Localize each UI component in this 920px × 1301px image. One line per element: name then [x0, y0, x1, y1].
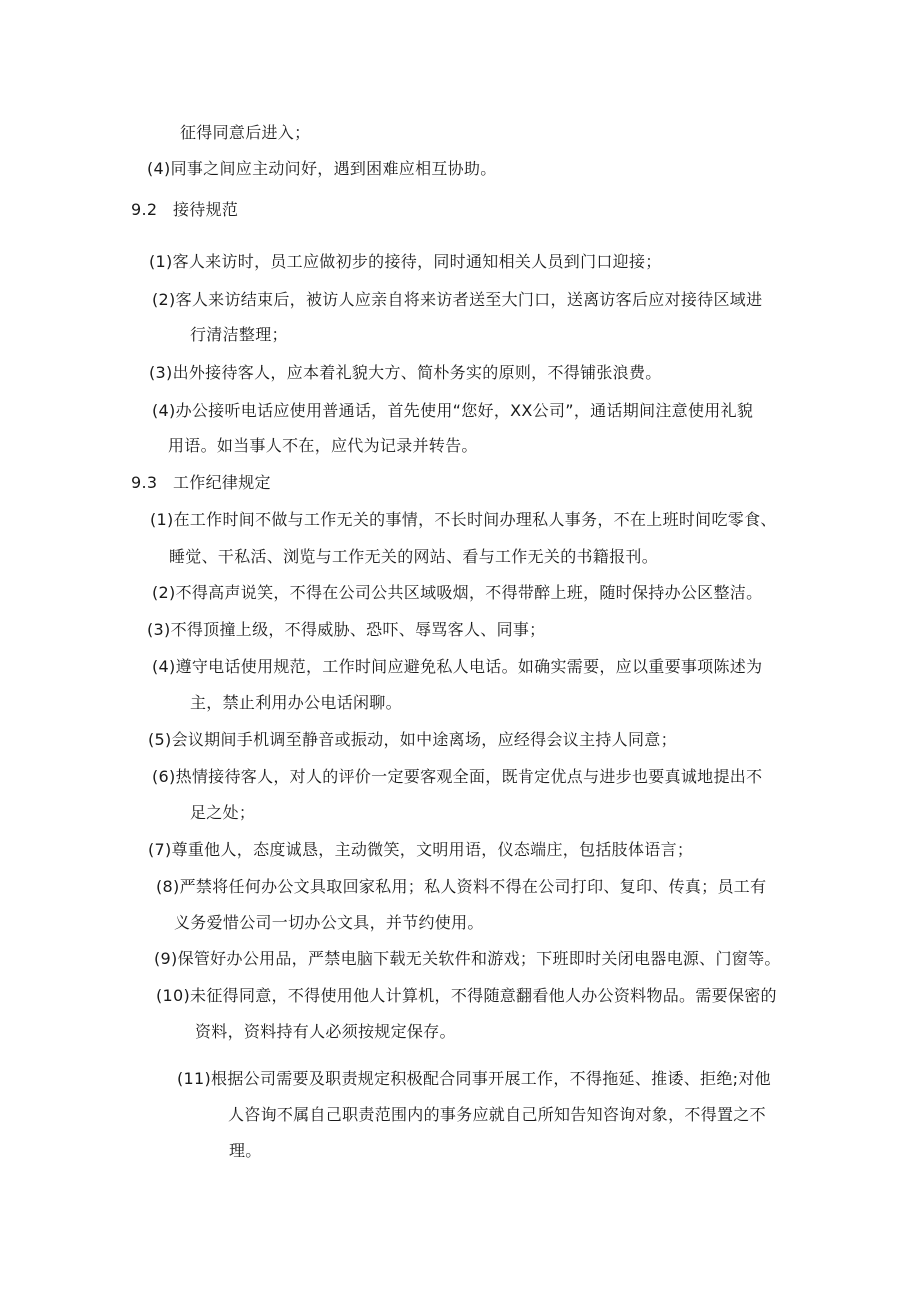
- list-item: (8)严禁将任何办公文具取回家私用；私人资料不得在公司打印、复印、传真；员工有: [156, 877, 767, 896]
- text-line: 行清洁整理；: [190, 325, 288, 344]
- list-item: (7)尊重他人，态度诚恳，主动微笑，文明用语，仪态端庄，包括肢体语言；: [148, 840, 694, 859]
- list-item: (3)不得顶撞上级，不得威胁、恐吓、辱骂客人、同事；: [147, 620, 546, 639]
- list-item: (4)同事之间应主动问好，遇到困难应相互协助。: [147, 159, 497, 178]
- text-line: 理。: [229, 1141, 262, 1160]
- list-item: (5)会议期间手机调至静音或振动，如中途离场，应经得会议主持人同意；: [148, 730, 677, 749]
- section-heading: [131, 472, 271, 494]
- section-number: 9.3: [131, 473, 158, 492]
- text-line: 资料，资料持有人必须按规定保存。: [195, 1022, 456, 1041]
- list-item: (4)办公接听电话应使用普通话，首先使用“您好，XX公司”，通话期间注意使用礼貌: [152, 401, 754, 420]
- text-line: 征得同意后进入；: [180, 123, 311, 142]
- text-line: 人咨询不属自己职责范围内的事务应就自己所知告知咨询对象，不得置之不: [228, 1105, 766, 1124]
- list-item: (1)在工作时间不做与工作无关的事情，不长时间办理私人事务，不在上班时间吃零食、: [150, 510, 777, 529]
- list-item: (3)出外接待客人，应本着礼貌大方、简朴务实的原则，不得铺张浪费。: [149, 363, 662, 382]
- list-item: (4)遵守电话使用规范，工作时间应避免私人电话。如确实需要，应以重要事项陈述为: [152, 657, 763, 676]
- list-item: (2)不得高声说笑，不得在公司公共区域吸烟，不得带醉上班，随时保持办公区整洁。: [152, 583, 763, 602]
- text-line: 义务爱惜公司一切办公文具，并节约使用。: [174, 913, 484, 932]
- text-line: 用语。如当事人不在，应代为记录并转告。: [168, 436, 478, 455]
- list-item: (11)根据公司需要及职责规定积极配合同事开展工作，不得拖延、推诿、拒绝;对他: [177, 1069, 771, 1088]
- section-number: 9.2: [131, 200, 158, 219]
- text-line: 睡觉、干私活、浏览与工作无关的网站、看与工作无关的书籍报刊。: [169, 547, 659, 566]
- section-heading: [131, 199, 238, 221]
- list-item: (9)保管好办公用品，严禁电脑下载无关软件和游戏；下班即时关闭电器电源、门窗等。: [154, 949, 781, 968]
- list-item: (1)客人来访时，员工应做初步的接待，同时通知相关人员到门口迎接；: [149, 252, 662, 271]
- list-item: (6)热情接待客人，对人的评价一定要客观全面，既肯定优点与进步也要真诚地提出不: [152, 767, 763, 786]
- list-item: (2)客人来访结束后，被访人应亲自将来访者送至大门口，送离访客后应对接待区域进: [152, 290, 763, 309]
- text-line: 主，禁止利用办公电话闲聊。: [190, 693, 402, 712]
- list-item: (10)未征得同意，不得使用他人计算机，不得随意翻看他人办公资料物品。需要保密的: [156, 986, 777, 1005]
- section-title: 接待规范: [173, 200, 239, 219]
- section-title: 工作纪律规定: [173, 473, 271, 492]
- text-line: 足之处；: [190, 803, 256, 822]
